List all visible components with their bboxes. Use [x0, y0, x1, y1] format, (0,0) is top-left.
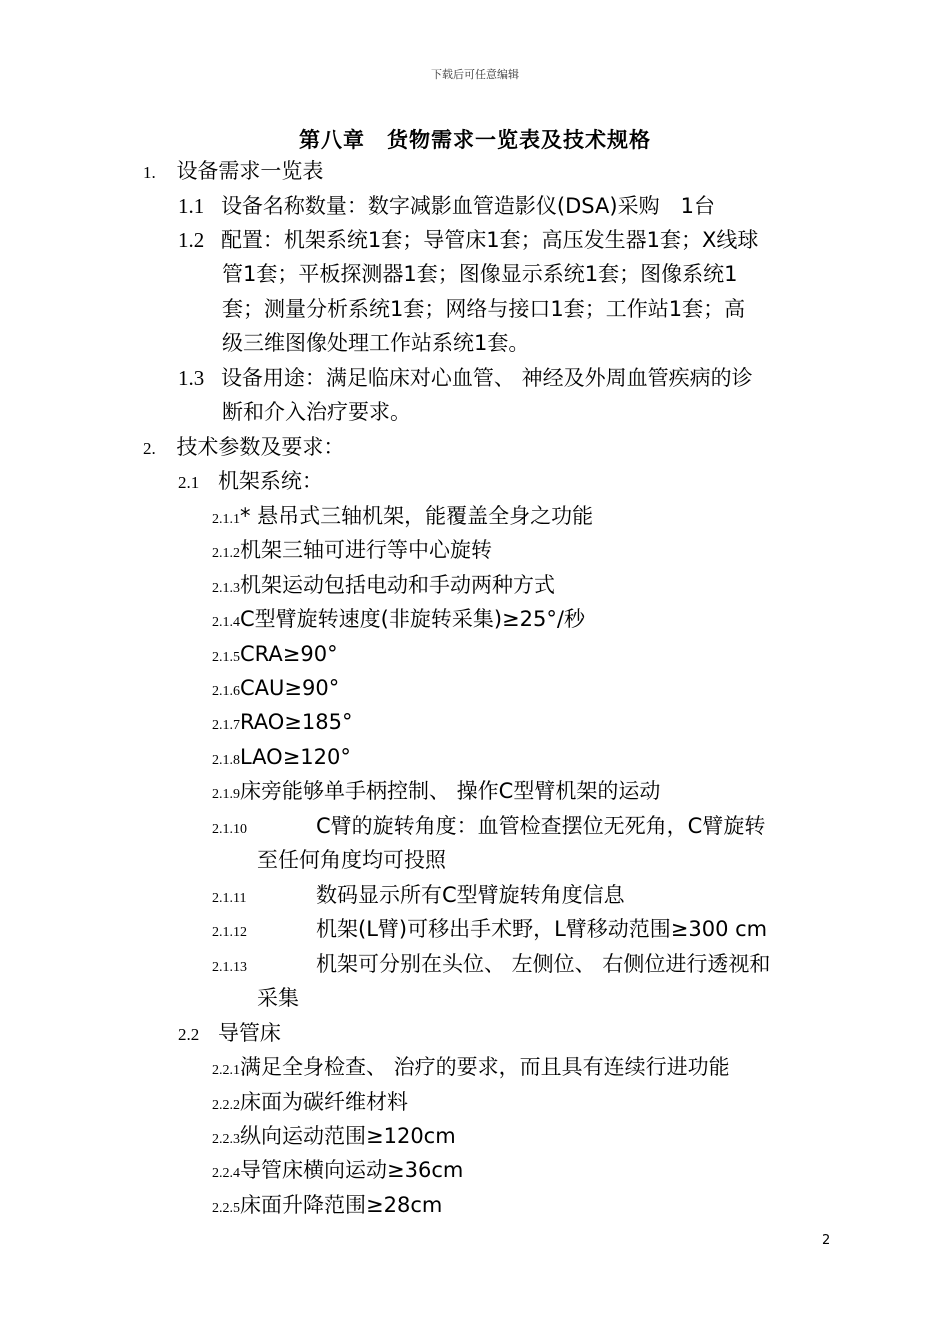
section-number: 1.1 — [178, 194, 205, 218]
item-number: 2.1.13 — [212, 960, 247, 975]
list-item — [212, 880, 246, 914]
item-number: 2.1.1 — [212, 512, 240, 527]
item-number: 2.1.3 — [212, 581, 240, 596]
item-text: 导管床横向运动≥36cm — [240, 1158, 464, 1182]
item-number: 2.1.11 — [212, 891, 247, 906]
list-item — [212, 673, 339, 707]
page-number: 2 — [822, 1233, 831, 1248]
list-item — [212, 1121, 456, 1155]
list-item — [212, 707, 352, 741]
item-text: 床旁能够单手柄控制、 操作C型臂机架的运动 — [240, 779, 661, 803]
item-text: RAO≥185° — [240, 710, 353, 734]
section-1-1 — [178, 191, 715, 221]
list-item — [212, 501, 593, 535]
section-text: 配置：机架系统1套；导管床1套；高压发生器1套；X线球 — [220, 228, 759, 252]
item-text-continued: 至任何角度均可投照 — [257, 848, 446, 872]
item-text: 满足全身检查、 治疗的要求，而且具有连续行进功能 — [240, 1055, 730, 1079]
list-item — [212, 1087, 408, 1121]
section-text: 设备用途：满足临床对心血管、 神经及外周血管疾病的诊 — [220, 366, 753, 390]
item-text-continued: 采集 — [257, 986, 299, 1010]
item-text: LAO≥120° — [240, 745, 351, 769]
item-text: 纵向运动范围≥120cm — [240, 1124, 456, 1148]
item-number: 2.2.2 — [212, 1098, 240, 1113]
section-number: 2.1 — [178, 473, 200, 492]
section-number: 2.2 — [178, 1025, 200, 1044]
item-number: 2.2.1 — [212, 1063, 240, 1078]
list-item — [212, 949, 247, 983]
item-number: 2.1.7 — [212, 718, 240, 733]
item-text: 机架(L臂)可移出手术野，L臂移动范围≥300 cm — [316, 917, 768, 941]
list-item — [212, 535, 492, 569]
section-title: 设备需求一览表 — [176, 159, 324, 183]
list-item — [212, 914, 247, 948]
section-1-2-line2: 管1套；平板探测器1套；图像显示系统1套；图像系统1 — [222, 262, 738, 286]
section-title: 机架系统： — [217, 469, 323, 493]
section-2 — [143, 432, 344, 464]
section-1 — [143, 156, 323, 188]
item-text: C型臂旋转速度(非旋转采集)≥25°/秒 — [240, 607, 585, 631]
section-2-2 — [178, 1018, 281, 1050]
item-text: * 悬吊式三轴机架，能覆盖全身之功能 — [240, 504, 594, 528]
list-item — [212, 570, 555, 604]
list-item — [212, 1052, 730, 1086]
list-item — [212, 811, 247, 845]
section-number: 1.3 — [178, 366, 205, 390]
item-number: 2.1.10 — [212, 822, 247, 837]
section-number: 1. — [143, 163, 156, 182]
item-number: 2.2.3 — [212, 1132, 240, 1147]
section-2-1 — [178, 466, 323, 498]
item-number: 2.1.9 — [212, 787, 240, 802]
item-number: 2.1.4 — [212, 615, 240, 630]
item-text: CAU≥90° — [240, 676, 340, 700]
item-number: 2.1.5 — [212, 650, 240, 665]
header-note: 下载后可任意编辑 — [431, 68, 519, 81]
item-text: 床面升降范围≥28cm — [240, 1193, 443, 1217]
list-item — [212, 776, 660, 810]
item-text: 数码显示所有C型臂旋转角度信息 — [316, 883, 625, 907]
section-1-2-line3: 套；测量分析系统1套；网络与接口1套；工作站1套；高 — [222, 297, 746, 321]
item-number: 2.1.12 — [212, 925, 247, 940]
item-number: 2.2.4 — [212, 1166, 240, 1181]
list-item — [212, 604, 585, 638]
item-number: 2.2.5 — [212, 1201, 240, 1216]
item-text: 床面为碳纤维材料 — [240, 1090, 408, 1114]
item-text: 机架运动包括电动和手动两种方式 — [240, 573, 555, 597]
section-number: 1.2 — [178, 228, 205, 252]
item-number: 2.1.2 — [212, 546, 240, 561]
section-1-3-line2: 断和介入治疗要求。 — [222, 400, 411, 424]
item-text: 机架三轴可进行等中心旋转 — [240, 538, 492, 562]
item-number: 2.1.6 — [212, 684, 240, 699]
item-text: CRA≥90° — [240, 642, 338, 666]
section-1-3 — [178, 363, 753, 393]
section-1-2-line4: 级三维图像处理工作站系统1套。 — [222, 331, 530, 355]
item-text: C臂的旋转角度：血管检查摆位无死角，C臂旋转 — [316, 814, 766, 838]
list-item — [212, 742, 351, 776]
section-title: 技术参数及要求： — [176, 435, 345, 459]
list-item — [212, 639, 338, 673]
chapter-title: 第八章 货物需求一览表及技术规格 — [299, 128, 651, 152]
item-number: 2.1.8 — [212, 753, 240, 768]
section-title: 导管床 — [217, 1021, 281, 1045]
section-text: 设备名称数量：数字减影血管造影仪(DSA)采购 1台 — [220, 194, 715, 218]
section-number: 2. — [143, 439, 156, 458]
list-item — [212, 1190, 442, 1224]
section-1-2 — [178, 225, 758, 255]
item-text: 机架可分别在头位、 左侧位、 右侧位进行透视和 — [316, 952, 771, 976]
list-item — [212, 1155, 463, 1189]
